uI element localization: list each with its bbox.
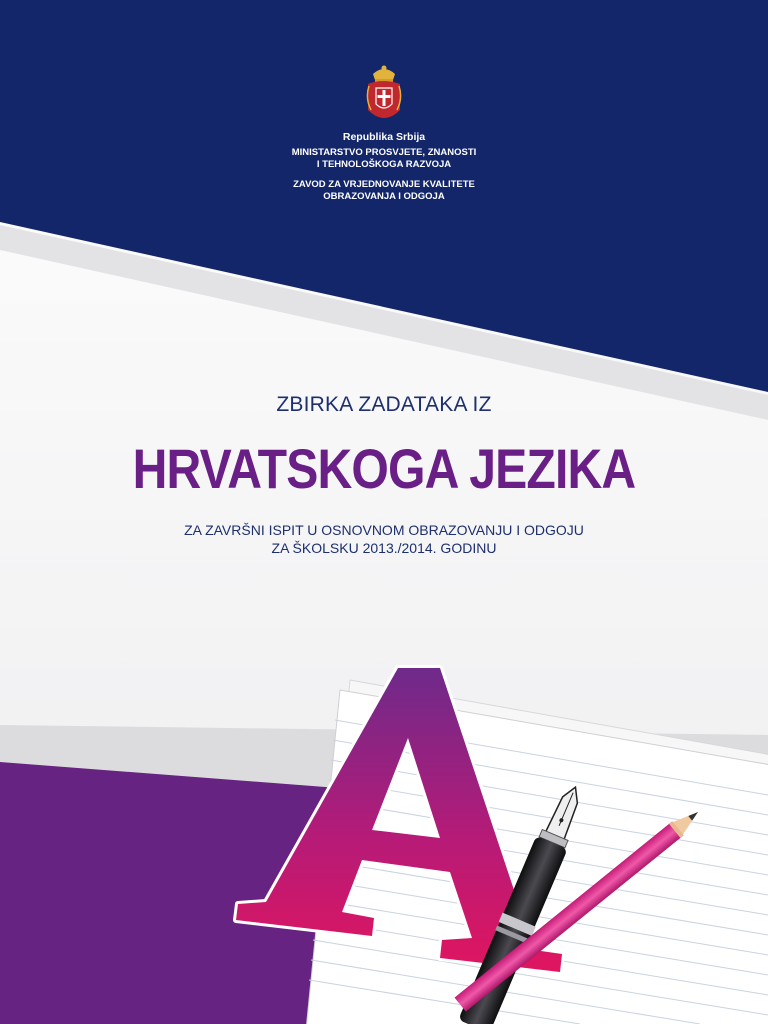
ministry-line-2: I TEHNOLOŠKOGA RAZVOJA	[316, 159, 452, 170]
institute-line-2: OBRAZOVANJA I ODGOJA	[323, 191, 445, 202]
ministry-line-1: MINISTARSTVO PROSVJETE, ZNANOSTI	[291, 147, 477, 158]
book-description-line-1: ZA ZAVRŠNI ISPIT U OSNOVNOM OBRAZOVANJU I ODGOJU	[184, 522, 584, 538]
book-subtitle: ZBIRKA ZADATAKA IZ	[276, 393, 492, 416]
book-description-line-2: ZA ŠKOLSKU 2013./2014. GODINU	[271, 540, 497, 556]
country-name: Republika Srbija	[342, 131, 426, 143]
book-title: HRVATSKOGA JEZIKA	[132, 437, 636, 500]
institute-line-1: ZAVOD ZA VRJEDNOVANJE KVALITETE	[293, 179, 475, 190]
